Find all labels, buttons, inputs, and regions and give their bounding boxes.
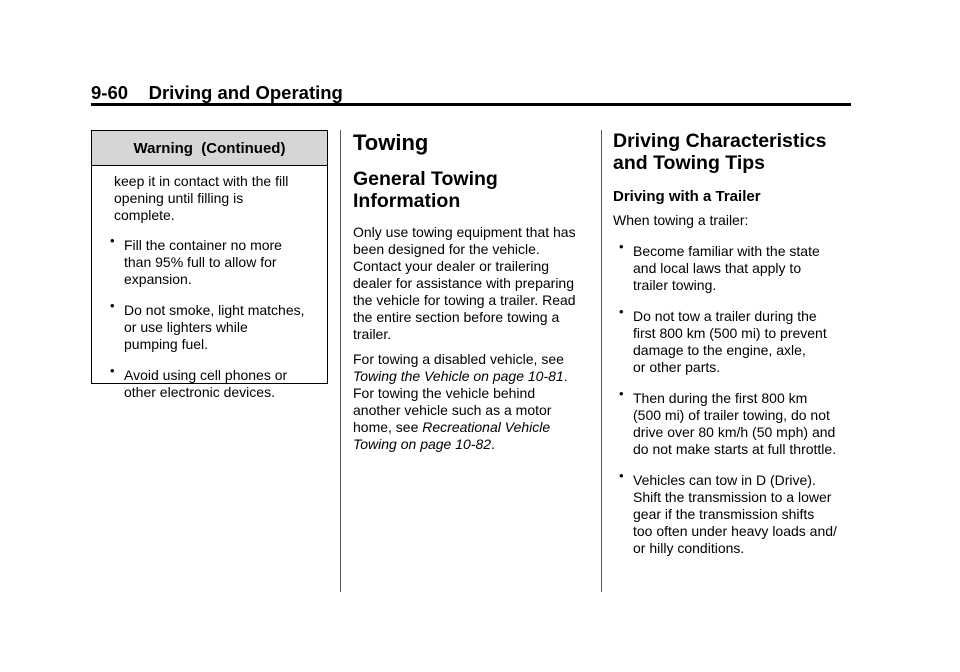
header-rule [91, 103, 851, 106]
page-header-title: 9-60 Driving and Operating [91, 82, 343, 103]
tips-bullet: • Become familiar with the state and local laws that apply to trailer towing. [619, 239, 820, 293]
tips-bullet: • Then during the first 800 km (500 mi) of trailer towing, do not drive over 80 km/h (50 mph) and do not make starts at full throttle. [619, 386, 837, 457]
bullet-icon: • [619, 304, 624, 319]
towing-para-2: For towing a disabled vehicle, see Towing the Vehicle on page 10-81. For towing the vehicle behind another vehicle such as a motor home, see Recreational Vehicle Towing on page 10-82. [353, 351, 568, 452]
towing-link-2[interactable]: Recreational Vehicle Towing on page 10-82 [353, 419, 551, 452]
bullet-icon: • [110, 298, 115, 313]
warning-body [92, 166, 327, 401]
page-header [91, 82, 851, 104]
towing-heading: Towing [353, 130, 429, 155]
bullet-icon: • [110, 233, 115, 248]
tips-heading: Driving Characteristics and Towing Tips [613, 130, 827, 174]
bullet-icon: • [619, 386, 624, 401]
tips-intro: When towing a trailer: [613, 212, 749, 228]
warning-title: Warning (Continued) [92, 131, 327, 166]
towing-tips-section [613, 130, 858, 571]
bullet-icon: • [110, 363, 115, 378]
towing-para-1: Only use towing equipment that has been designed for the vehicle. Contact your dealer or trailering dealer for assistance with preparing the vehicle for towing a trailer. Read the entire section before towing a trailer. [353, 224, 576, 342]
tips-bullet: • Do not tow a trailer during the first 800 km (500 mi) to prevent damage to the engine, axle, or other parts. [619, 304, 827, 375]
general-towing-heading: General Towing Information [353, 168, 498, 212]
warning-continuation: keep it in contact with the fill opening until filling is complete. [114, 173, 289, 223]
bullet-icon: • [619, 468, 624, 483]
column-divider [601, 130, 602, 592]
towing-section [353, 130, 588, 461]
warning-box [91, 130, 328, 400]
warning-bullet: • Avoid using cell phones or other electronic devices. [110, 363, 288, 400]
towing-link-1[interactable]: Towing the Vehicle on page 10-81 [353, 368, 564, 384]
warning-bullet: • Do not smoke, light matches, or use lighters while pumping fuel. [110, 298, 305, 352]
tips-bullet: • Vehicles can tow in D (Drive). Shift the transmission to a lower gear if the transmission shifts too often under heavy loads and/ or hilly conditions. [619, 468, 837, 556]
warning-bullet: • Fill the container no more than 95% full to allow for expansion. [110, 233, 282, 287]
bullet-icon: • [619, 239, 624, 254]
trailer-subheading: Driving with a Trailer [613, 188, 761, 205]
column-divider [340, 130, 341, 592]
